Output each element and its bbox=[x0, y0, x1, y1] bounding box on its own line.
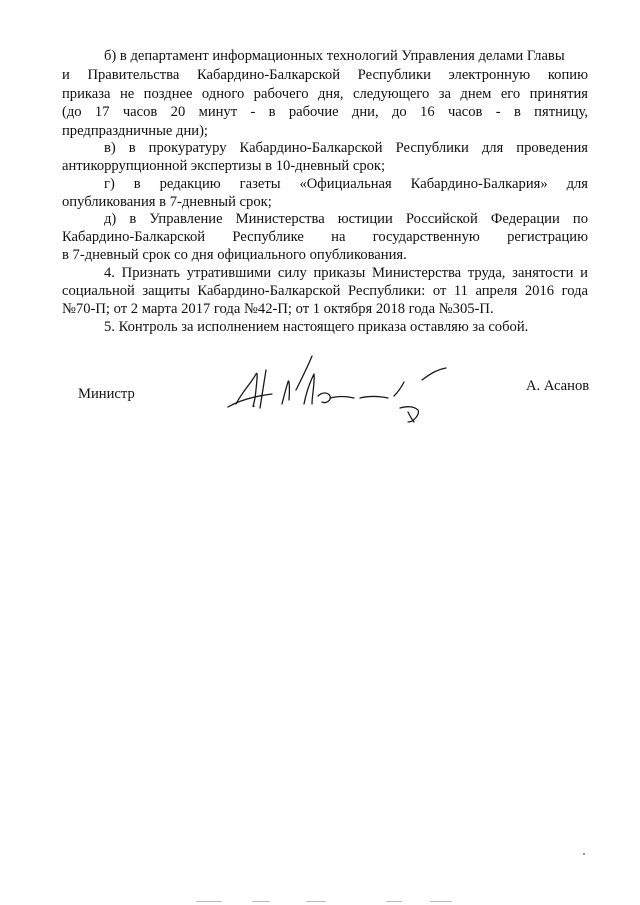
text-line: 5. Контроль за исполнением настоящего приказа оставляю за собой. bbox=[104, 319, 529, 335]
scan-edge-mark bbox=[306, 901, 326, 902]
scan-edge-mark bbox=[386, 901, 402, 902]
signatory-name: А. Асанов bbox=[526, 378, 590, 394]
handwritten-signature bbox=[222, 352, 462, 432]
text-line: предпраздничные дни); bbox=[62, 123, 208, 139]
text-line: опубликования в 7-дневный срок; bbox=[62, 194, 272, 210]
text-line: антикоррупционной экспертизы в 10-дневный срок; bbox=[62, 158, 386, 174]
text-line: №70-П; от 2 марта 2017 года №42-П; от 1 октября 2018 года №305-П. bbox=[62, 301, 494, 317]
text-line: приказа не позднее одного рабочего дня, следующего за днем его принятия bbox=[62, 86, 588, 102]
text-line: г) в редакцию газеты «Официальная Кабардино-Балкария» для bbox=[104, 176, 588, 192]
signatory-title: Министр bbox=[78, 386, 135, 402]
scan-edge-mark bbox=[252, 901, 270, 902]
text-line: д) в Управление Министерства юстиции Российской Федерации по bbox=[104, 211, 588, 227]
text-line: в 7-дневный срок со дня официального опубликования. bbox=[62, 247, 407, 263]
text-line: и Правительства Кабардино-Балкарской Республики электронную копию bbox=[62, 67, 588, 83]
scan-edge-mark bbox=[196, 901, 222, 902]
scan-edge-mark bbox=[430, 901, 452, 902]
text-line: 4. Признать утратившими силу приказы Министерства труда, занятости и bbox=[104, 265, 588, 281]
text-line: в) в прокуратуру Кабардино-Балкарской Республики для проведения bbox=[104, 140, 588, 156]
text-line: социальной защиты Кабардино-Балкарской Республики: от 11 апреля 2016 года bbox=[62, 283, 588, 299]
text-line: (до 17 часов 20 минут - в рабочие дни, до 16 часов - в пятницу, bbox=[62, 104, 588, 120]
text-line: б) в департамент информационных технологий Управления делами Главы bbox=[104, 48, 565, 64]
text-line: Кабардино-Балкарской Республике на государственную регистрацию bbox=[62, 229, 588, 245]
scan-dot bbox=[583, 853, 585, 855]
